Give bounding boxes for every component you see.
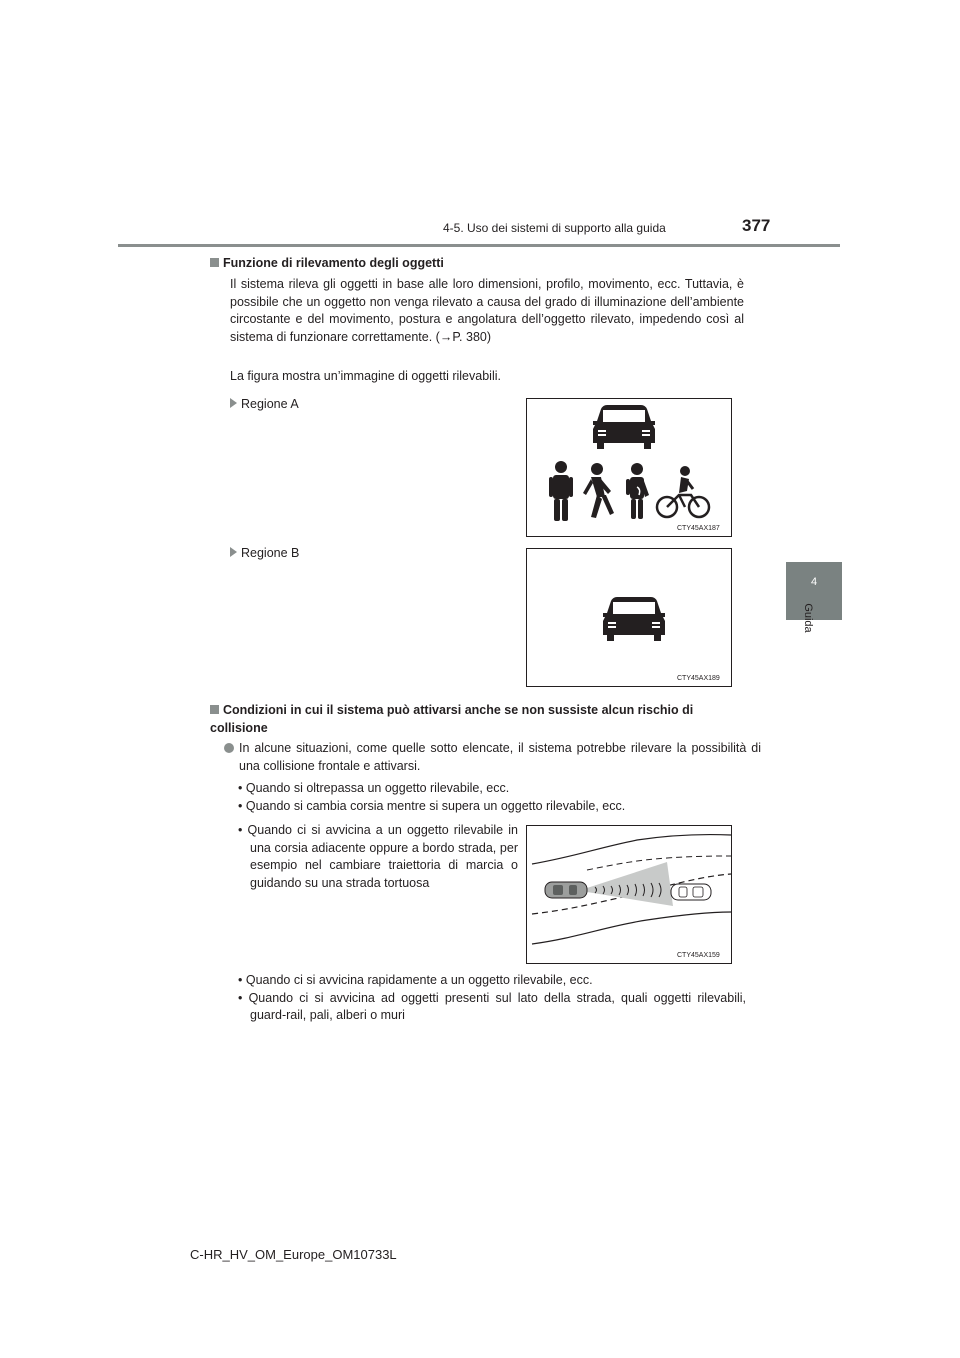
region-a-label: Regione A bbox=[230, 396, 299, 414]
region-b-label: Regione B bbox=[230, 545, 299, 563]
own-car-icon bbox=[545, 882, 587, 898]
header-section-title: 4-5. Uso dei sistemi di supporto alla guida bbox=[443, 221, 666, 235]
pedestrian-standing-icon bbox=[549, 461, 573, 521]
chapter-tab-number: 4 bbox=[810, 576, 818, 588]
figure-code-b: CTY45AX189 bbox=[677, 675, 720, 682]
triangle-bullet-icon bbox=[230, 398, 237, 408]
chapter-tab-label: Guida bbox=[802, 603, 814, 633]
section-paragraph: Il sistema rileva gli oggetti in base alle loro dimensioni, profilo, movimento, ecc. Tuttavia, è possibile che un oggetto non venga rilevato a causa del grado di illuminazione dell’ambiente circostante e del movimento, postura e angolatura dell’oggetto rilevato, impedendo così al sistema di funzionare correttamente. (→P. 380) bbox=[230, 277, 744, 344]
section2-intro: In alcune situazioni, come quelle sotto elencate, il sistema potrebbe rilevare la possibilità di una collisione frontale e attivarsi. bbox=[224, 740, 761, 775]
detectable-objects-illustration bbox=[527, 399, 731, 536]
list-top bbox=[238, 780, 746, 815]
page-number: 377 bbox=[742, 216, 771, 235]
figure-region-b bbox=[526, 548, 732, 687]
list-item-with-figure: • Quando ci si avvicina a un oggetto rilevabile in una corsia adiacente oppure a bordo strada, per esempio nel cambiare traiettoria di marcia o guidando su una strada tortuosa bbox=[238, 823, 518, 890]
header-rule bbox=[118, 244, 840, 247]
circle-bullet-icon bbox=[224, 743, 234, 753]
car-front-icon bbox=[593, 405, 655, 449]
triangle-bullet-icon bbox=[230, 547, 237, 557]
footer-doc-id: C-HR_HV_OM_Europe_OM10733L bbox=[190, 1247, 397, 1262]
cyclist-icon bbox=[657, 466, 709, 517]
section-heading-false-activation: Condizioni in cui il sistema può attivarsi anche se non sussiste alcun rischio di collisione bbox=[210, 703, 694, 735]
pedestrian-child-icon bbox=[626, 463, 649, 519]
target-car-icon bbox=[671, 884, 711, 900]
chapter-tab bbox=[786, 562, 842, 620]
car-front-illustration bbox=[527, 549, 731, 686]
figure-code-a: CTY45AX187 bbox=[677, 525, 720, 532]
curved-road-illustration bbox=[527, 826, 731, 963]
square-bullet-icon bbox=[210, 705, 219, 714]
figure-region-a bbox=[526, 398, 732, 537]
figure-code-road: CTY45AX159 bbox=[677, 952, 720, 959]
figure-curved-road bbox=[526, 825, 732, 964]
square-bullet-icon bbox=[210, 258, 219, 267]
pedestrian-walking-icon bbox=[583, 463, 614, 518]
section-heading-object-detection: Funzione di rilevamento degli oggetti bbox=[210, 256, 750, 270]
figure-intro: La figura mostra un’immagine di oggetti rilevabili. bbox=[230, 369, 501, 383]
list-bottom bbox=[238, 972, 746, 1025]
car-front-icon bbox=[603, 597, 665, 641]
list-item: • Quando ci si avvicina rapidamente a un oggetto rilevabile, ecc. bbox=[238, 973, 593, 987]
list-item: • Quando ci si avvicina ad oggetti presenti sul lato della strada, quali oggetti rilevabili, guard-rail, pali, alberi o muri bbox=[238, 990, 746, 1022]
list-item: • Quando si cambia corsia mentre si supera un oggetto rilevabile, ecc. bbox=[238, 798, 626, 813]
list-item: • Quando si oltrepassa un oggetto rilevabile, ecc. bbox=[238, 781, 510, 795]
